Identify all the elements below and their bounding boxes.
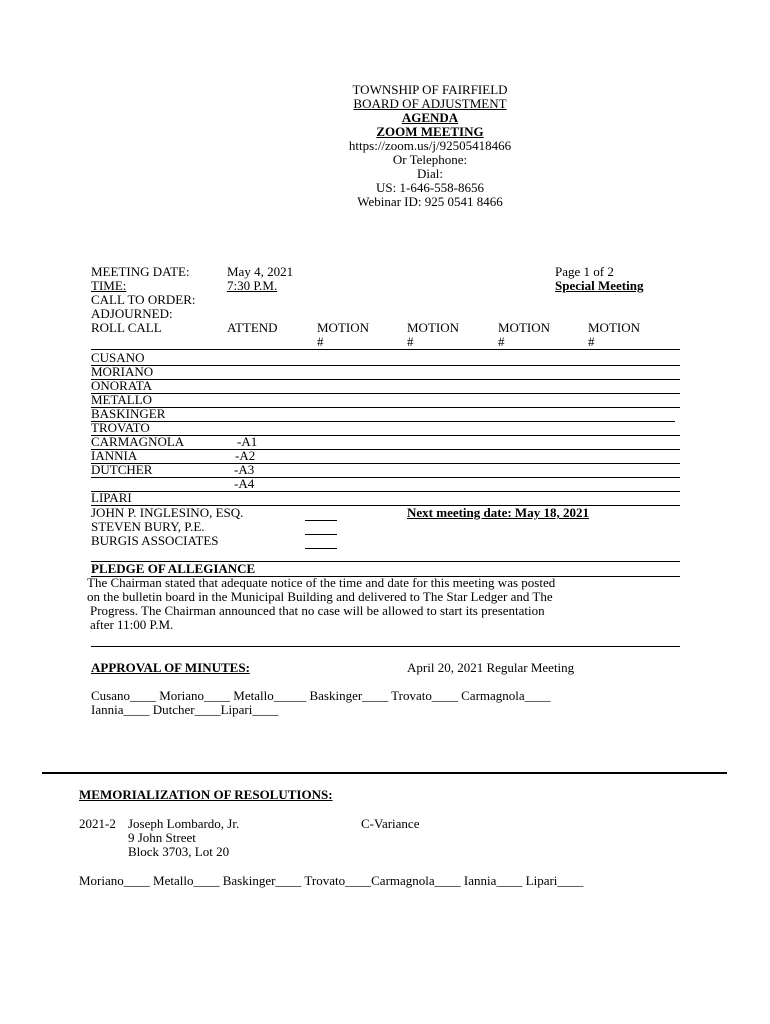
pledge-text-line: Progress. The Chairman announced that no case will be allowed to start its presentation: [90, 603, 545, 618]
header-zoom: ZOOM MEETING: [376, 124, 484, 139]
member-name: BASKINGER: [91, 406, 166, 421]
member-name: DUTCHER: [91, 462, 153, 477]
call-to-order-label: CALL TO ORDER:: [91, 292, 196, 307]
motion-number-1: #: [317, 334, 324, 349]
adjourned-label: ADJOURNED:: [91, 306, 173, 321]
page-info: Page 1 of 2: [555, 264, 614, 279]
motion-header-1: MOTION: [317, 320, 369, 335]
row-rule: [91, 379, 680, 380]
row-rule: [91, 365, 680, 366]
member-name: METALLO: [91, 392, 153, 407]
member-name: IANNIA: [91, 448, 138, 463]
block-lot: Block 3703, Lot 20: [128, 844, 230, 859]
alternate-label: -A4: [234, 476, 255, 491]
row-rule: [91, 393, 680, 394]
professional-planner: BURGIS ASSOCIATES: [91, 533, 219, 548]
zoom-url[interactable]: https://zoom.us/j/92505418466: [348, 138, 512, 153]
row-rule: [91, 421, 675, 422]
next-meeting-date: Next meeting date: May 18, 2021: [407, 505, 589, 520]
resolutions-title: MEMORIALIZATION OF RESOLUTIONS:: [79, 787, 333, 802]
header-board: BOARD OF ADJUSTMENT: [353, 96, 507, 111]
attend-header: ATTEND: [227, 320, 278, 335]
or-telephone: Or Telephone:: [392, 152, 468, 167]
member-name: CARMAGNOLA: [91, 434, 185, 449]
header-agenda: AGENDA: [401, 110, 459, 125]
motion-number-4: #: [588, 334, 595, 349]
pledge-title: PLEDGE OF ALLEGIANCE: [91, 561, 256, 576]
minutes-vote-line: Cusano____ Moriano____ Metallo_____ Baskinger____ Trovato____ Carmagnola____: [91, 688, 551, 703]
resolution-vote-line: Moriano____ Metallo____ Baskinger____ Trovato____Carmagnola____ Iannia____ Lipari____: [79, 873, 584, 888]
signature-blank: [305, 534, 337, 535]
pledge-text-line: after 11:00 P.M.: [90, 617, 174, 632]
signature-blank: [305, 520, 337, 521]
motion-header-4: MOTION: [588, 320, 640, 335]
us-phone: US: 1-646-558-8656: [376, 180, 484, 195]
page-divider: [42, 772, 727, 774]
pledge-text-line: on the bulletin board in the Municipal Building and delivered to The Star Ledger and The: [87, 589, 553, 604]
row-rule: [91, 477, 680, 478]
member-name: LIPARI: [91, 490, 132, 505]
time-value: 7:30 P.M.: [227, 278, 278, 293]
row-rule: [91, 449, 680, 450]
time-label: TIME:: [91, 278, 127, 293]
meeting-date-label: MEETING DATE:: [91, 264, 190, 279]
webinar-id: Webinar ID: 925 0541 8466: [357, 194, 503, 209]
row-rule: [91, 491, 680, 492]
motion-header-2: MOTION: [407, 320, 459, 335]
alternate-label: -A1: [237, 434, 258, 449]
motion-number-3: #: [498, 334, 505, 349]
minutes-vote-line: Iannia____ Dutcher____Lipari____: [91, 702, 279, 717]
case-number: 2021-2: [79, 816, 116, 831]
member-name: ONORATA: [91, 378, 153, 393]
applicant-address: 9 John Street: [128, 830, 196, 845]
signature-blank: [305, 548, 337, 549]
alternate-label: -A2: [235, 448, 256, 463]
member-name: MORIANO: [91, 364, 154, 379]
member-name: CUSANO: [91, 350, 145, 365]
member-name: TROVATO: [91, 420, 150, 435]
alternate-label: -A3: [234, 462, 255, 477]
header-township: TOWNSHIP OF FAIRFIELD: [352, 82, 508, 97]
table-header-rule: [91, 349, 680, 350]
professional-engineer: STEVEN BURY, P.E.: [91, 519, 205, 534]
pledge-text-line: The Chairman stated that adequate notice of the time and date for this meeting was posted: [87, 575, 556, 590]
applicant-name: Joseph Lombardo, Jr.: [128, 816, 240, 831]
dial-label: Dial:: [417, 166, 443, 181]
row-rule: [91, 407, 680, 408]
variance-type: C-Variance: [361, 816, 420, 831]
row-rule: [91, 463, 680, 464]
minutes-title: APPROVAL OF MINUTES:: [91, 660, 250, 675]
roll-call-label: ROLL CALL: [91, 320, 162, 335]
motion-number-2: #: [407, 334, 414, 349]
professional-attorney: JOHN P. INGLESINO, ESQ.: [91, 505, 244, 520]
section-rule: [91, 646, 680, 647]
meeting-type: Special Meeting: [555, 278, 644, 293]
meeting-date-value: May 4, 2021: [227, 264, 294, 279]
motion-header-3: MOTION: [498, 320, 550, 335]
minutes-meeting: April 20, 2021 Regular Meeting: [407, 660, 575, 675]
